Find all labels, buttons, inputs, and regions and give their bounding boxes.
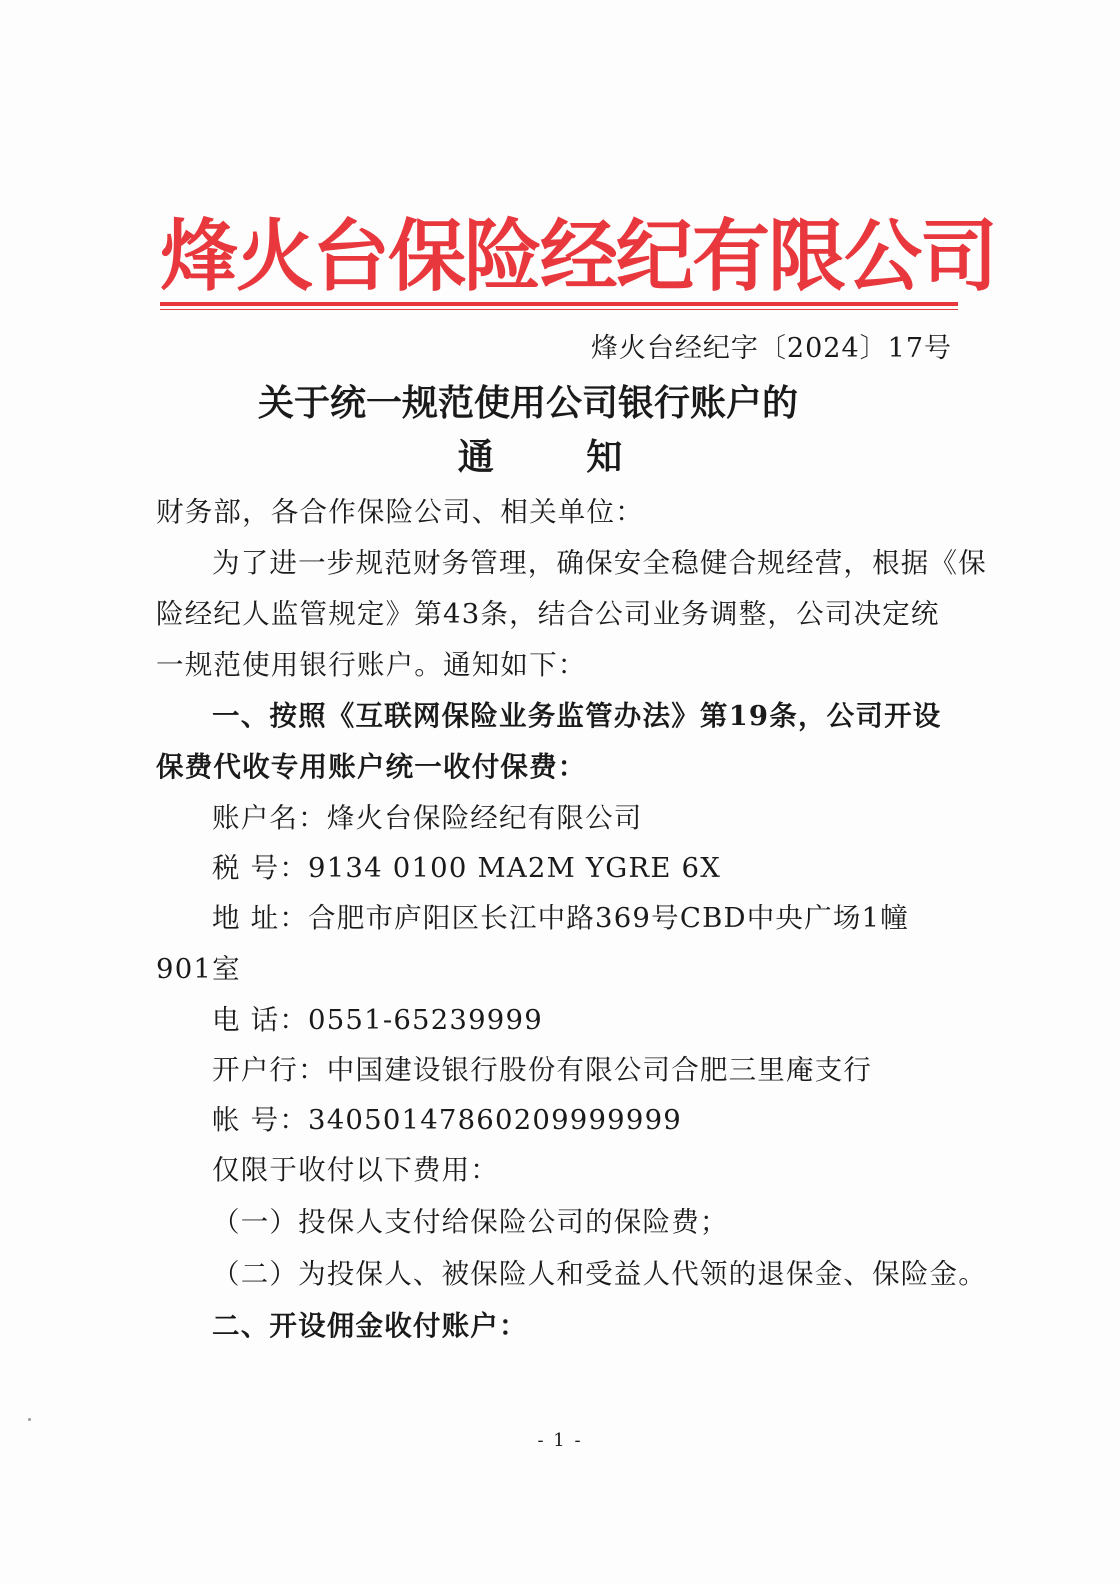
letterhead-company-name: 烽火台保险经纪有限公司 (160, 212, 997, 302)
letterhead-red-rule (160, 302, 958, 306)
account-tax-id: 税 号：9134 0100 MA2M YGRE 6X (212, 852, 722, 884)
limit-item-1: （一）投保人支付给保险公司的保险费； (212, 1206, 729, 1238)
section-1-heading-line-2: 保费代收专用账户统一收付保费： (156, 751, 587, 783)
intro-line-1: 为了进一步规范财务管理，确保安全稳健合规经营，根据《保 (212, 547, 987, 579)
scan-speck (28, 1418, 31, 1421)
page-number: - 1 - (537, 1430, 583, 1451)
notice-title-line-2: 通 知 (457, 437, 663, 478)
letterhead-red-rule-thin (160, 309, 958, 310)
limit-item-2: （二）为投保人、被保险人和受益人代领的退保金、保险金。 (212, 1258, 987, 1290)
notice-title-line-1: 关于统一规范使用公司银行账户的 (257, 383, 798, 424)
account-address-line-2: 901室 (156, 953, 241, 985)
limit-intro: 仅限于收付以下费用： (212, 1154, 499, 1186)
intro-line-3: 一规范使用银行账户。通知如下： (156, 649, 587, 681)
account-name: 账户名：烽火台保险经纪有限公司 (212, 802, 643, 834)
section-1-heading-line-1: 一、按照《互联网保险业务监管办法》第19条，公司开设 (212, 700, 942, 732)
account-bank: 开户行：中国建设银行股份有限公司合肥三里庵支行 (212, 1054, 873, 1086)
intro-line-2: 险经纪人监管规定》第43条，结合公司业务调整，公司决定统 (156, 598, 940, 630)
account-number: 帐 号：34050147860209999999 (212, 1104, 682, 1136)
account-address-line-1: 地 址：合肥市庐阳区长江中路369号CBD中央广场1幢 (212, 902, 909, 934)
account-phone: 电 话：0551-65239999 (212, 1004, 543, 1036)
document-number: 烽火台经纪字〔2024〕17号 (590, 333, 952, 364)
section-2-heading: 二、开设佣金收付账户： (212, 1310, 528, 1342)
addressee: 财务部，各合作保险公司、相关单位： (156, 496, 644, 528)
